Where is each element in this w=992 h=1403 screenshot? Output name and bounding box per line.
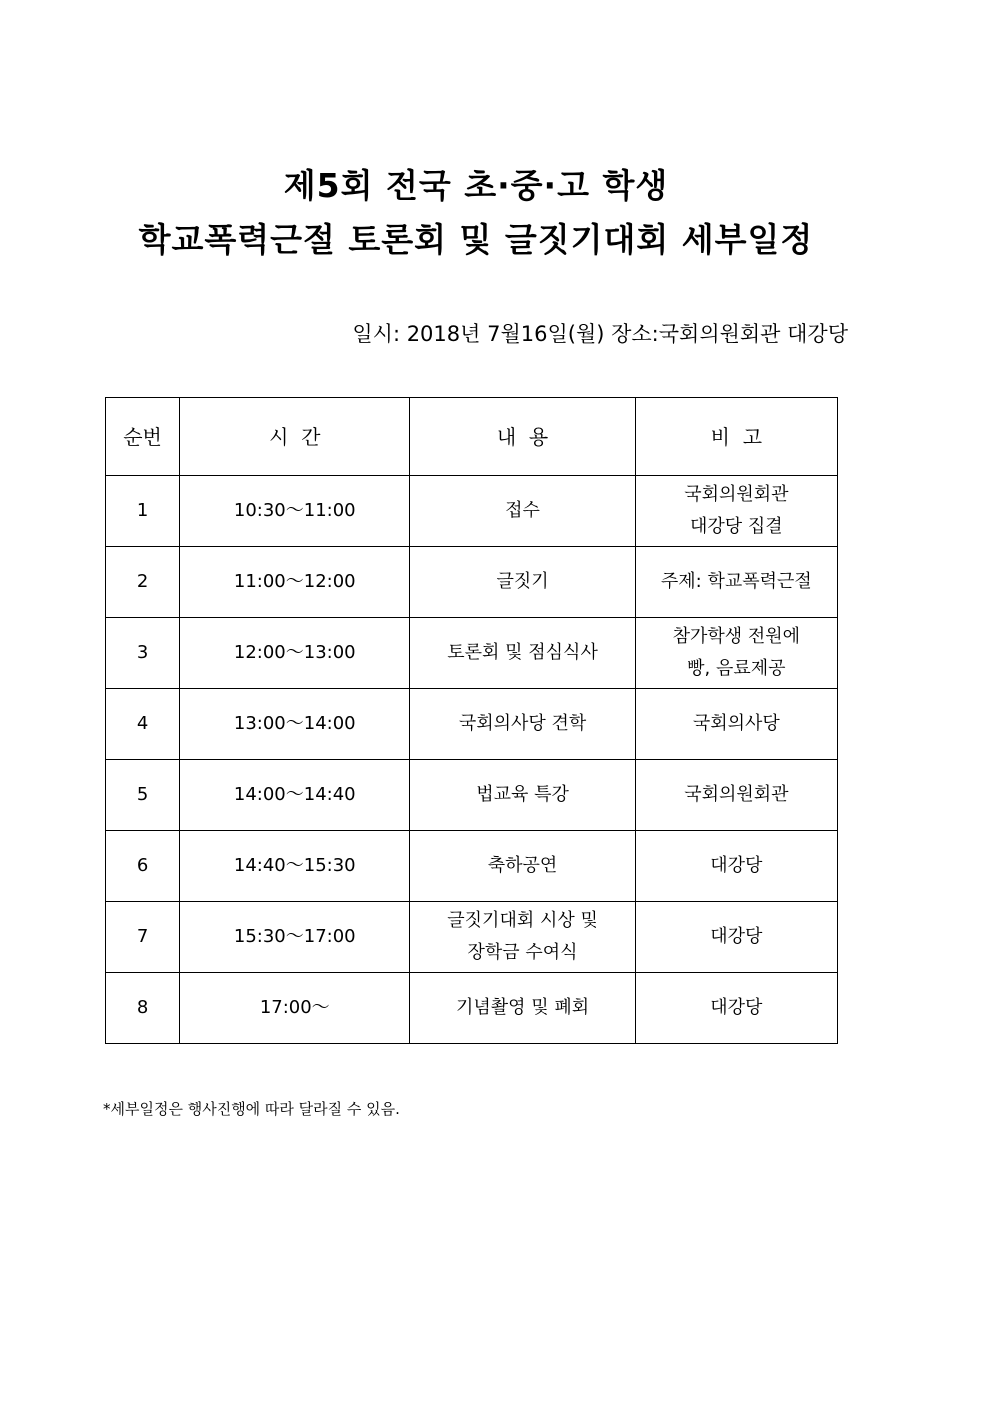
row-number: 2 — [136, 571, 149, 592]
document-title-line-1: 제5회 전국 초·중·고 학생 — [283, 166, 669, 205]
row-time: 12:00～13:00 — [233, 642, 356, 663]
header-note: 비 고 — [635, 398, 837, 476]
row-content-cell — [410, 689, 635, 760]
row-time: 17:00～ — [259, 997, 330, 1018]
row-number: 8 — [136, 997, 149, 1018]
table-row — [106, 973, 838, 1044]
row-time: 14:40～15:30 — [233, 855, 356, 876]
document-title-line-2: 학교폭력근절 토론회 및 글짓기대회 세부일정 — [138, 220, 814, 259]
row-time: 14:00～14:40 — [233, 784, 356, 805]
row-time-cell — [180, 760, 410, 831]
row-note: 주제: 학교폭력근절 — [660, 571, 812, 592]
row-content: 토론회 및 점심식사 — [447, 642, 598, 663]
table-header-row — [106, 398, 838, 476]
row-content: 축하공연 — [487, 855, 558, 876]
row-time-cell — [180, 831, 410, 902]
row-content: 법교육 특강 — [476, 784, 569, 805]
row-content-cell — [410, 902, 635, 973]
row-content: 글짓기대회 시상 및 장학금 수여식 — [447, 910, 598, 963]
row-content: 기념촬영 및 폐회 — [455, 997, 590, 1018]
schedule-table — [105, 397, 838, 1044]
row-time: 13:00～14:00 — [233, 713, 356, 734]
row-time: 11:00～12:00 — [233, 571, 356, 592]
header-number: 순번 — [106, 398, 180, 476]
row-time: 10:30～11:00 — [233, 500, 356, 521]
row-time-cell — [180, 547, 410, 618]
row-note-cell — [635, 831, 837, 902]
row-number-cell — [106, 689, 180, 760]
row-note: 대강당 — [710, 926, 763, 947]
row-number-cell — [106, 902, 180, 973]
row-note-cell — [635, 547, 837, 618]
row-note-cell — [635, 476, 837, 547]
event-date-location: 일시: 2018년 7월16일(월) 장소:국회의원회관 대강당 — [352, 322, 848, 346]
row-content-cell — [410, 760, 635, 831]
footnote: *세부일정은 행사진행에 따라 달라질 수 있음. — [103, 1100, 400, 1118]
row-number: 5 — [136, 784, 149, 805]
row-note-cell — [635, 760, 837, 831]
row-number: 1 — [136, 500, 149, 521]
row-time-cell — [180, 476, 410, 547]
row-number-cell — [106, 760, 180, 831]
row-note: 대강당 — [710, 997, 763, 1018]
row-note: 참가학생 전원에 빵, 음료제공 — [672, 626, 801, 679]
row-content: 국회의사당 견학 — [458, 713, 587, 734]
table-row — [106, 831, 838, 902]
row-note-cell — [635, 689, 837, 760]
header-content: 내 용 — [410, 398, 635, 476]
row-number: 7 — [136, 926, 149, 947]
table-row — [106, 547, 838, 618]
row-content: 접수 — [505, 500, 540, 521]
row-number: 3 — [136, 642, 149, 663]
table-row — [106, 689, 838, 760]
row-number-cell — [106, 547, 180, 618]
table-row — [106, 476, 838, 547]
row-note-cell — [635, 902, 837, 973]
row-note-cell — [635, 973, 837, 1044]
row-time-cell — [180, 973, 410, 1044]
row-number-cell — [106, 618, 180, 689]
row-note: 대강당 — [710, 855, 763, 876]
row-note: 국회의원회관 대강당 집결 — [684, 484, 789, 537]
row-note-cell — [635, 618, 837, 689]
row-note: 국회의사당 — [692, 713, 780, 734]
row-content-cell — [410, 547, 635, 618]
row-number: 4 — [136, 713, 149, 734]
table-row — [106, 760, 838, 831]
row-time: 15:30～17:00 — [233, 926, 356, 947]
row-content-cell — [410, 476, 635, 547]
row-time-cell — [180, 618, 410, 689]
row-content-cell — [410, 618, 635, 689]
row-number-cell — [106, 476, 180, 547]
row-note: 국회의원회관 — [684, 784, 789, 805]
table-row — [106, 618, 838, 689]
row-number-cell — [106, 973, 180, 1044]
header-time: 시 간 — [180, 398, 410, 476]
row-content-cell — [410, 973, 635, 1044]
row-number-cell — [106, 831, 180, 902]
row-time-cell — [180, 689, 410, 760]
row-number: 6 — [136, 855, 149, 876]
row-content-cell — [410, 831, 635, 902]
table-row — [106, 902, 838, 973]
row-time-cell — [180, 902, 410, 973]
row-content: 글짓기 — [496, 571, 549, 592]
